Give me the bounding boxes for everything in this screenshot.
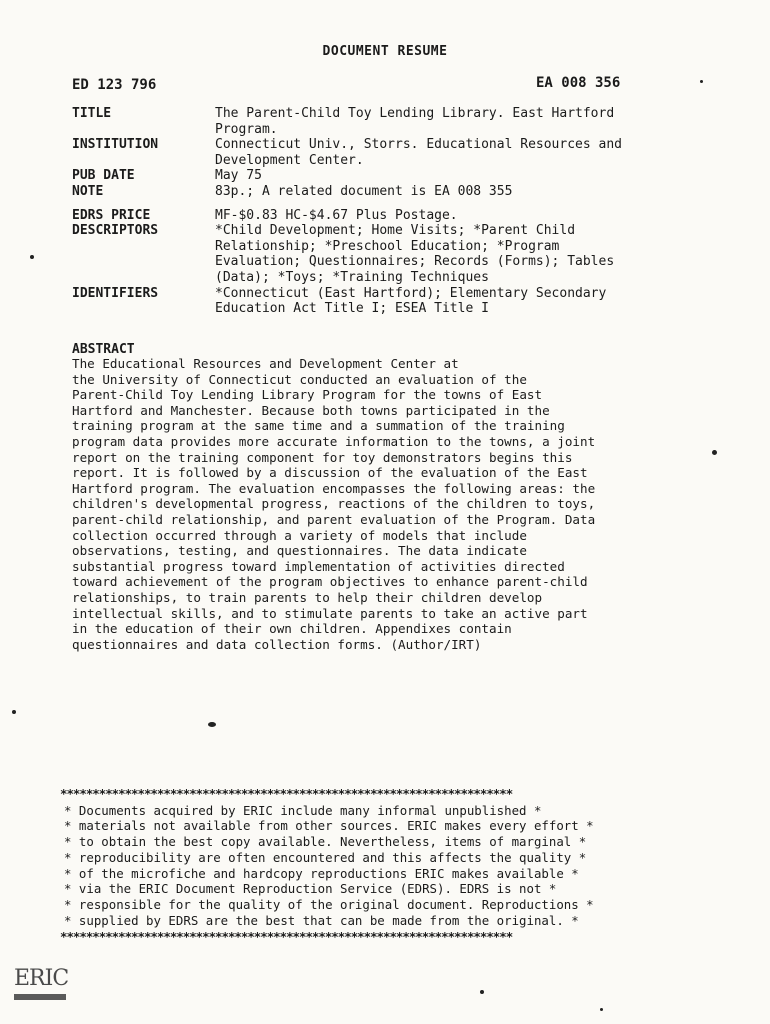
meta-value: *Child Development; Home Visits; *Parent Child Relationship; *Preschool Education; *Program Evaluation; Questionnaires; Records (Forms); Tables (Data); *Toys; *Training Techniques [215, 223, 615, 285]
scan-speck [712, 450, 717, 455]
abstract-heading: ABSTRACT [72, 342, 135, 357]
meta-row-descriptors [72, 223, 712, 285]
meta-row-title [72, 106, 712, 137]
meta-value: *Connecticut (East Hartford); Elementary Secondary Education Act Title I; ESEA Title I [215, 285, 607, 317]
metadata-block [72, 106, 712, 317]
ea-number: EA 008 356 [536, 75, 621, 91]
meta-label: PUB DATE [72, 168, 135, 184]
scan-speck [12, 710, 16, 714]
meta-row-institution [72, 137, 712, 168]
meta-spacer [72, 200, 712, 208]
meta-label: DESCRIPTORS [72, 223, 159, 239]
meta-value: Connecticut Univ., Storrs. Educational Resources and Development Center. [215, 137, 622, 168]
meta-label: NOTE [72, 183, 104, 199]
meta-row-pub-date [72, 168, 712, 184]
abstract-text: The Educational Resources and Development Center at the University of Connecticut conducted an evaluation of the Parent-Child Toy Lending Library Program for the towns of East Hartford and Manchester. Because both towns participated in the training program at the same time and a summation of the training program data provides more accurate information to the towns, a joint report on the training component for toy demonstrators begins this report. It is followed by a discussion of the evaluation of the East Hartford program. The evaluation encompasses the following areas: the children's developmental progress, reactions of the children to toys, parent-child relationship, and parent evaluation of the Program. Data collection occurred through a variety of models that include observations, testing, and questionnaires. The data indicate substantial progress toward implementation of activities directed toward achievement of the program objectives to enhance parent-child relationships, to train parents to help their children develop intellectual skills, and to stimulate parents to take an active part in the education of their own children. Appendixes contain questionnaires and data collection forms. (Author/IRT) [72, 356, 596, 652]
eric-logo-text: ERIC [14, 966, 69, 991]
meta-label: INSTITUTION [72, 137, 159, 153]
meta-value: MF-$0.83 HC-$4.67 Plus Postage. [215, 207, 458, 223]
meta-row-edrs-price [72, 208, 712, 224]
scan-speck [208, 722, 216, 727]
meta-label: TITLE [72, 106, 112, 121]
document-title: DOCUMENT RESUME [322, 44, 448, 59]
ed-number: ED 123 796 [72, 77, 157, 93]
meta-row-note [72, 184, 712, 200]
meta-label: EDRS PRICE [72, 207, 151, 223]
meta-value: May 75 [215, 168, 262, 184]
scan-speck [600, 1008, 603, 1011]
meta-row-identifiers [72, 286, 712, 317]
meta-value: 83p.; A related document is EA 008 355 [215, 183, 513, 199]
notice-text: * Documents acquired by ERIC include many informal unpublished * * materials not available from other sources. ERIC makes every effort * * to obtain the best copy available. Nevertheless, items of marginal * * reproducibility are often encountered and this affects the quality * * of the microfiche and hardcopy reproductions ERIC makes available * * via the ERIC Document Reproduction Service (EDRS). EDRS is not * * responsible for the quality of the original document. Reproductions * * supplied by EDRS are the best that can be made from the original. * [64, 802, 594, 928]
meta-value: The Parent-Child Toy Lending Library. East Hartford Program. [215, 106, 615, 137]
scan-speck [480, 990, 484, 994]
meta-label: IDENTIFIERS [72, 285, 159, 301]
eric-logo [14, 966, 69, 1012]
reproduction-notice [60, 786, 720, 945]
notice-border-top: ********************************************************************** [60, 786, 513, 801]
scan-speck [700, 80, 703, 83]
notice-border-bottom: ********************************************************************** [60, 929, 513, 945]
scan-speck [30, 255, 34, 259]
eric-logo-bar [14, 994, 66, 1000]
